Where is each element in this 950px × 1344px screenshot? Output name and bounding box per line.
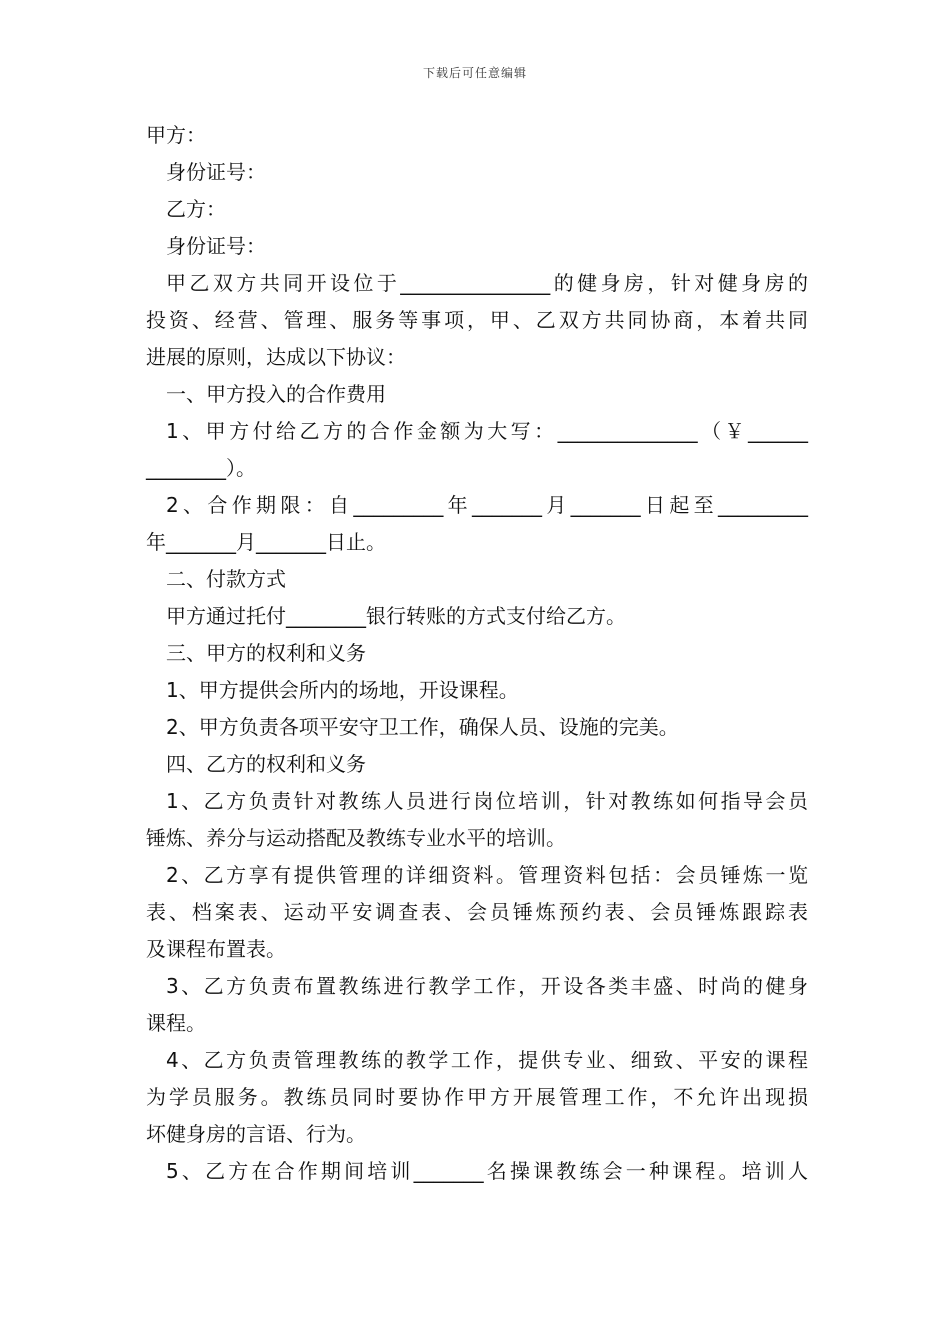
contract-line: 投资、经营、管理、服务等事项，甲、乙双方共同协商，本着共同 — [146, 308, 808, 332]
contract-line: 表、档案表、运动平安调查表、会员锤炼预约表、会员锤炼跟踪表 — [146, 900, 808, 924]
contract-line: 三、甲方的权利和义务 — [166, 641, 366, 665]
contract-line: 5、乙方在合作期间培训_______名操课教练会一种课程。培训人 — [166, 1159, 808, 1183]
contract-body — [146, 117, 808, 1190]
contract-line: 进展的原则，达成以下协议： — [146, 345, 406, 369]
contract-line: 1、乙方负责针对教练人员进行岗位培训，针对教练如何指导会员 — [166, 789, 808, 813]
contract-line: 1、甲方付给乙方的合作金额为大写：______________（￥______ — [166, 419, 808, 443]
contract-line: 四、乙方的权利和义务 — [166, 752, 366, 776]
contract-line: 一、甲方投入的合作费用 — [166, 382, 386, 406]
contract-line: 身份证号： — [166, 234, 266, 258]
contract-line: 坏健身房的言语、行为。 — [146, 1122, 366, 1146]
contract-line: 二、付款方式 — [166, 567, 286, 591]
contract-line: 身份证号： — [166, 160, 266, 184]
contract-line: 课程。 — [146, 1011, 206, 1035]
contract-line: 及课程布置表。 — [146, 937, 286, 961]
contract-line: 4、乙方负责管理教练的教学工作，提供专业、细致、平安的课程 — [166, 1048, 808, 1072]
page-header-note: 下载后可任意编辑 — [422, 66, 527, 80]
contract-line: ________）。 — [146, 456, 256, 480]
contract-line: 2、乙方享有提供管理的详细资料。管理资料包括：会员锤炼一览 — [166, 863, 808, 887]
contract-line: 甲方通过托付________银行转账的方式支付给乙方。 — [166, 604, 626, 628]
contract-line: 锤炼、养分与运动搭配及教练专业水平的培训。 — [146, 826, 566, 850]
contract-line: 2、合作期限：自_________年_______月_______日起至_________ — [166, 493, 808, 517]
contract-line: 2、甲方负责各项平安守卫工作，确保人员、设施的完美。 — [166, 715, 679, 739]
contract-line: 1、甲方提供会所内的场地，开设课程。 — [166, 678, 519, 702]
contract-line: 甲乙双方共同开设位于_______________的健身房，针对健身房的 — [166, 271, 808, 295]
contract-line: 为学员服务。教练员同时要协作甲方开展管理工作，不允许出现损 — [146, 1085, 808, 1109]
contract-line: 3、乙方负责布置教练进行教学工作，开设各类丰盛、时尚的健身 — [166, 974, 808, 998]
contract-line: 年_______月_______日止。 — [146, 530, 386, 554]
contract-line: 乙方： — [166, 197, 226, 221]
contract-line: 甲方： — [146, 123, 206, 147]
